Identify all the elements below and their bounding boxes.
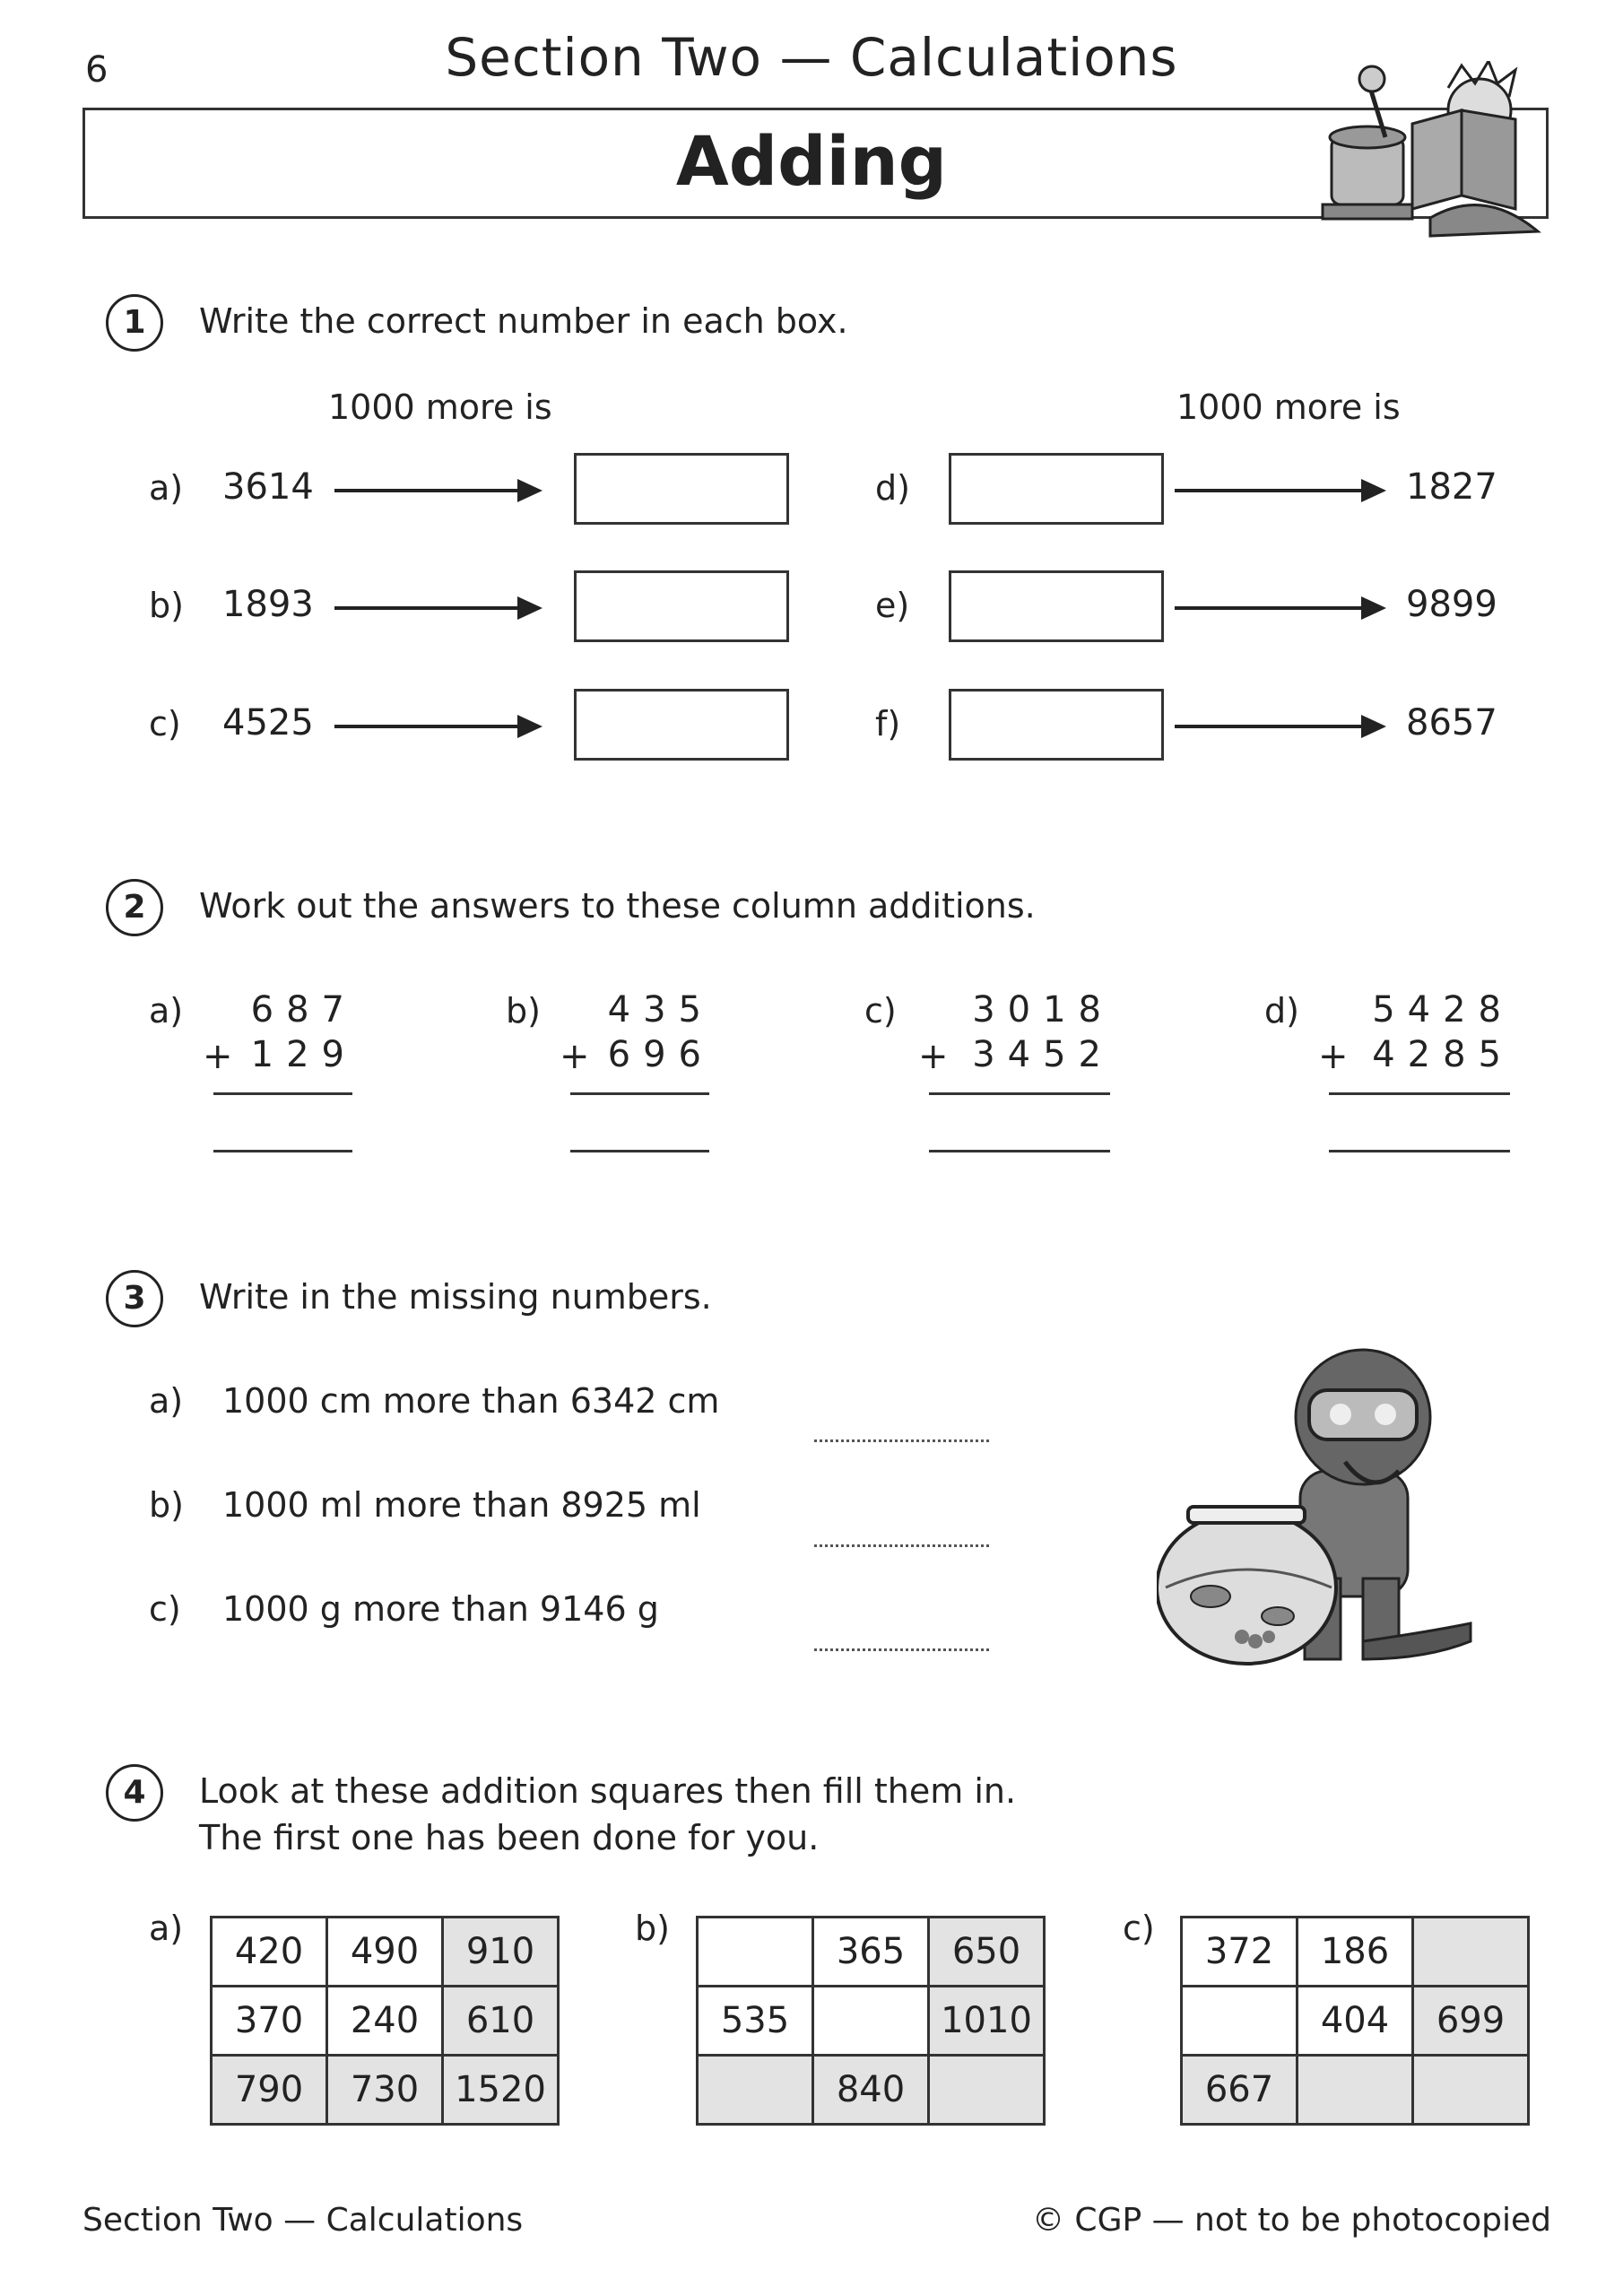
square-c-cell: 699 [1413,1987,1529,2056]
page-number: 6 [85,49,108,91]
more-label-left: 1000 more is [328,387,552,427]
question-number-4: 4 [106,1764,163,1822]
square-b-cell[interactable] [698,2056,813,2125]
question-number-3: 3 [106,1270,163,1327]
footer-left: Section Two — Calculations [82,2202,524,2239]
square-b-cell: 535 [698,1987,813,2056]
q2a-plus: + [203,1036,233,1077]
question-1-text: Write the correct number in each box. [199,301,848,341]
q2a-top: 687 [250,989,357,1031]
q1e-label: e) [875,586,910,625]
q1e-number: 9899 [1406,584,1497,625]
diver-fishbowl-illustration [1157,1327,1497,1668]
chef-illustration [1305,61,1560,240]
question-4-text-2: The first one has been done for you. [199,1818,820,1857]
q3b-label: b) [149,1485,184,1525]
square-c-cell[interactable] [1298,2056,1413,2125]
question-number-2: 2 [106,879,163,936]
q2b-bottom: 696 [607,1034,714,1075]
q2b-plus: + [560,1036,590,1077]
q1b-answer-box[interactable] [574,570,789,642]
question-number-1: 1 [106,294,163,352]
square-a-cell: 730 [327,2056,443,2125]
q2c-label: c) [864,991,897,1031]
q1b-label: b) [149,586,184,625]
q3b-text: 1000 ml more than 8925 ml [222,1485,701,1525]
square-b-cell[interactable] [929,2056,1045,2125]
q3c-text: 1000 g more than 9146 g [222,1589,659,1629]
q2d-plus: + [1318,1036,1349,1077]
question-2-text: Work out the answers to these column additions. [199,886,1036,926]
q2d-sum-line [1329,1092,1510,1095]
q2d-bottom: 4285 [1372,1034,1514,1075]
q1f-label: f) [875,704,901,744]
q2c-bottom: 3452 [972,1034,1114,1075]
arrow-q1c [334,725,539,728]
q1a-answer-box[interactable] [574,453,789,525]
square-a-cell: 910 [443,1918,559,1987]
q2b-label: b) [506,991,541,1031]
q1c-label: c) [149,704,181,744]
square-b-cell: 840 [813,2056,929,2125]
square-b-cell: 1010 [929,1987,1045,2056]
square-b-cell[interactable] [813,1987,929,2056]
square-a-cell: 1520 [443,2056,559,2125]
q2d-answer-line[interactable] [1329,1150,1510,1152]
addition-square-b [696,1916,1046,2126]
q1c-number: 4525 [222,702,314,744]
square-a-cell: 490 [327,1918,443,1987]
section-header: Section Two — Calculations [445,27,1178,88]
q3c-answer-line[interactable] [814,1648,989,1651]
more-label-right: 1000 more is [1176,387,1401,427]
question-4-text-1: Look at these addition squares then fill them in. [199,1771,1017,1811]
q1d-number: 1827 [1406,466,1497,508]
square-b-cell: 365 [813,1918,929,1987]
q2c-top: 3018 [972,989,1114,1031]
square-c-cell: 404 [1298,1987,1413,2056]
q1f-number: 8657 [1406,702,1497,744]
arrow-q1d [1175,489,1383,492]
arrow-q1a [334,489,539,492]
square-c-cell: 186 [1298,1918,1413,1987]
arrow-q1e [1175,606,1383,610]
q1a-number: 3614 [222,466,314,508]
question-3-text: Write in the missing numbers. [199,1277,712,1317]
q2c-sum-line [929,1092,1110,1095]
square-a-cell: 370 [212,1987,327,2056]
q2d-top: 5428 [1372,989,1514,1031]
square-a-cell: 420 [212,1918,327,1987]
q2c-plus: + [918,1036,949,1077]
q4a-label: a) [149,1909,184,1948]
square-c-cell: 667 [1182,2056,1298,2125]
square-a-cell: 240 [327,1987,443,2056]
q1d-label: d) [875,468,910,508]
q2b-answer-line[interactable] [570,1150,709,1152]
q4b-label: b) [635,1909,670,1948]
page-title: Adding [675,121,948,201]
q3c-label: c) [149,1589,181,1629]
footer-right: © CGP — not to be photocopied [1031,2202,1551,2239]
q2d-label: d) [1264,991,1299,1031]
addition-square-a [210,1916,560,2126]
arrow-q1b [334,606,539,610]
square-b-cell: 650 [929,1918,1045,1987]
q3a-answer-line[interactable] [814,1439,989,1442]
q3a-label: a) [149,1381,184,1421]
square-c-cell[interactable] [1413,1918,1529,1987]
q1b-number: 1893 [222,584,314,625]
addition-square-c [1180,1916,1530,2126]
q2b-top: 435 [607,989,714,1031]
q1e-answer-box[interactable] [949,570,1164,642]
arrow-q1f [1175,725,1383,728]
square-c-cell[interactable] [1182,1987,1298,2056]
square-c-cell: 372 [1182,1918,1298,1987]
q2a-sum-line [213,1092,352,1095]
q2a-label: a) [149,991,184,1031]
square-c-cell[interactable] [1413,2056,1529,2125]
q1f-answer-box[interactable] [949,689,1164,761]
q1c-answer-box[interactable] [574,689,789,761]
q1d-answer-box[interactable] [949,453,1164,525]
q3a-text: 1000 cm more than 6342 cm [222,1381,720,1421]
q4c-label: c) [1123,1909,1155,1948]
q3b-answer-line[interactable] [814,1544,989,1547]
q2b-sum-line [570,1092,709,1095]
square-b-cell[interactable] [698,1918,813,1987]
q2a-bottom: 129 [250,1034,357,1075]
q2a-answer-line[interactable] [213,1150,352,1152]
square-a-cell: 610 [443,1987,559,2056]
square-a-cell: 790 [212,2056,327,2125]
q2c-answer-line[interactable] [929,1150,1110,1152]
q1a-label: a) [149,468,184,508]
